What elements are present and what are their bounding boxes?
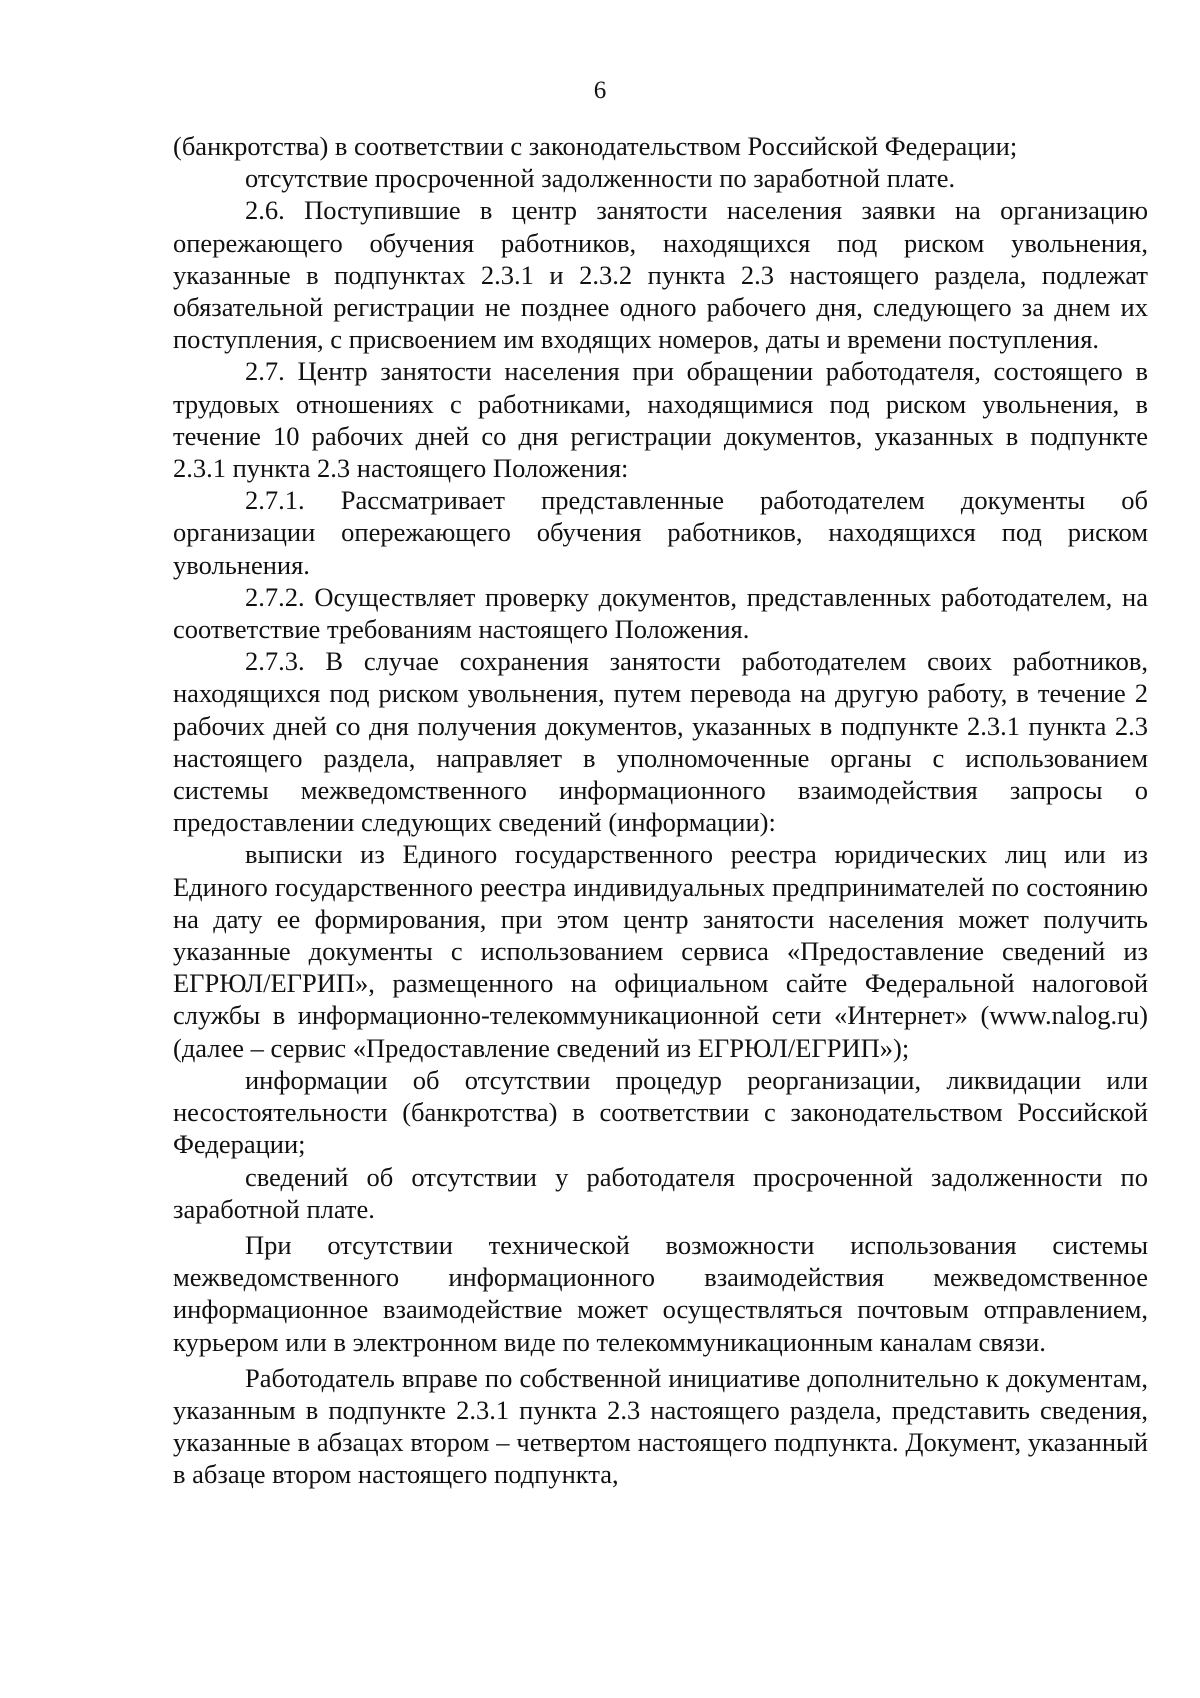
paragraph-bankruptcy-continuation: (банкротства) в соответствии с законодательством Российской Федерации;	[173, 131, 1018, 161]
paragraph-reorganization-info: информации об отсутствии процедур реорганизации, ликвидации или несостоятельности (банкротства) в соответствии с законодательством Российской Федерации;	[173, 1064, 1148, 1160]
paragraph-egrul-extract: выписки из Единого государственного реестра юридических лиц или из Единого государственного реестра индивидуальных предпринимателей по состоянию на дату ее формирования, при этом центр занятости населения может получить указанные документы с использованием сервиса «Предоставление сведений из ЕГРЮЛ/ЕГРИП», размещенного на официальном сайте Федеральной налоговой службы в информационно-телекоммуникационной сети «Интернет» (www.nalog.ru) (далее – сервис «Предоставление сведений из ЕГРЮЛ/ЕГРИП»);	[173, 839, 1148, 1063]
paragraph-2-6: 2.6. Поступившие в центр занятости населения заявки на организацию опережающего обучения работников, находящихся под риском увольнения, указанные в подпунктах 2.3.1 и 2.3.2 пункта 2.3 настоящего раздела, подлежат обязательной регистрации не позднее одного рабочего дня, следующего за днем их поступления, с присвоением им входящих номеров, даты и времени поступления.	[173, 195, 1148, 355]
paragraph-no-wage-debt: отсутствие просроченной задолженности по заработной плате.	[245, 163, 956, 194]
paragraph-2-7-2: 2.7.2. Осуществляет проверку документов, представленных работодателем, на соответствие требованиям настоящего Положения.	[173, 581, 1148, 645]
paragraph-employer-right: Работодатель вправе по собственной инициативе дополнительно к документам, указанным в подпункте 2.3.1 пункта 2.3 настоящего раздела, представить сведения, указанные в абзацах втором – четвертом настоящего подпункта. Документ, указанный в абзаце втором настоящего подпункта,	[173, 1362, 1148, 1490]
page-number: 6	[593, 77, 607, 104]
paragraph-wage-debt-info: сведений об отсутствии у работодателя просроченной задолженности по заработной плате.	[173, 1161, 1148, 1224]
paragraph-2-7-3: 2.7.3. В случае сохранения занятости работодателем своих работников, находящихся под риском увольнения, путем перевода на другую работу, в течение 2 рабочих дней со дня получения документов, указанных в подпункте 2.3.1 пункта 2.3 настоящего раздела, направляет в уполномоченные органы с использованием системы межведомственного информационного взаимодействия запросы о предоставлении следующих сведений (информации):	[173, 646, 1148, 838]
paragraph-2-7: 2.7. Центр занятости населения при обращении работодателя, состоящего в трудовых отношениях с работниками, находящимися под риском увольнения, в течение 10 рабочих дней со дня регистрации документов, указанных в подпункте 2.3.1 пункта 2.3 настоящего Положения:	[173, 356, 1148, 484]
paragraph-no-technical-possibility: При отсутствии технической возможности использования системы межведомственного информационного взаимодействия межведомственное информационное взаимодействие может осуществляться почтовым отправлением, курьером или в электронном виде по телекоммуникационным каналам связи.	[173, 1229, 1148, 1357]
document-body	[173, 130, 1148, 1491]
paragraph-2-7-1: 2.7.1. Рассматривает представленные работодателем документы об организации опережающего обучения работников, находящихся под риском увольнения.	[173, 485, 1148, 580]
